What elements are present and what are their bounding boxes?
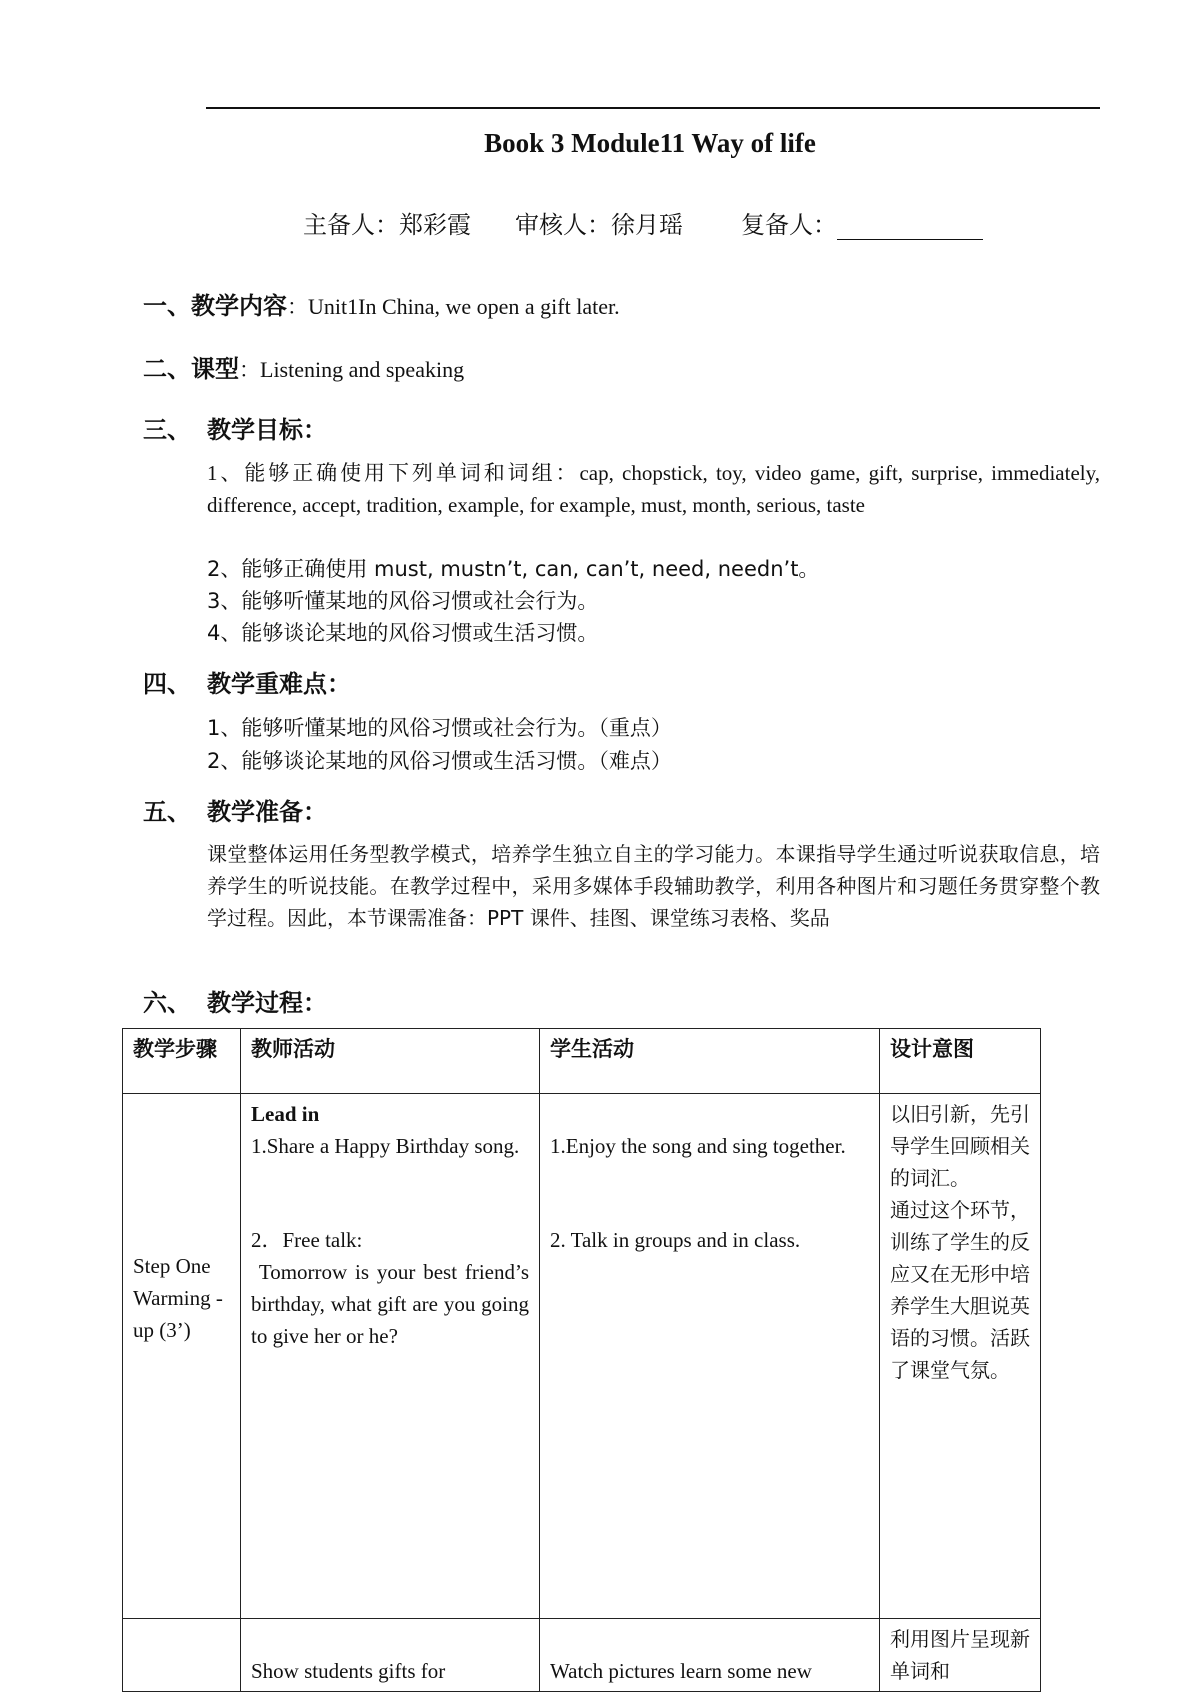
student-activity-cell: Watch pictures learn some new [540,1619,880,1692]
header-step: 教学步骤 [123,1029,241,1094]
student-activity-cell [540,1094,880,1619]
teacher-activity-cell [241,1094,540,1619]
section-lesson-type-text: Listening and speaking [260,357,465,382]
section-lesson-type-heading: 二、课型 [143,355,239,383]
objective-item: 3、能够听懂某地的风俗习惯或社会行为。 [207,589,599,613]
section-key-points-heading: 四、 教学重难点： [143,670,351,698]
section-process-heading: 六、 教学过程： [143,989,327,1017]
table-row [123,1619,1041,1692]
co-preparer-blank [837,215,983,240]
co-preparer-label: 复备人： [741,211,837,239]
objective-item: 4、能够谈论某地的风俗习惯或生活习惯。 [207,621,599,645]
section-lesson-type: 二、课型：Listening and speaking [143,355,465,383]
header-rule [206,107,1100,109]
header-student: 学生活动 [540,1029,880,1094]
purpose-cell [880,1094,1041,1619]
section-content-text: Unit1In China, we open a gift later. [308,294,620,319]
objective-item: 1、能够正确使用下列单词和词组：cap, chopstick, toy, video game, gift, surprise, immediately, difference, accept, tradition, example, for example, must, month, serious, taste [207,461,1100,517]
teacher-activity-cell: Show students gifts for [241,1619,540,1692]
step-cell: Step One Warming -up (3’) [123,1094,241,1619]
table-header-row [123,1029,1041,1094]
key-point-item: 1、能够听懂某地的风俗习惯或社会行为。（重点） [207,716,672,740]
teacher-activity-1: 1.Share a Happy Birthday song. [251,1134,520,1158]
section-content-heading: 一、教学内容 [143,292,287,320]
reviewer-name: 徐月瑶 [611,211,683,239]
student-activity-1: 1.Enjoy the song and sing together. [550,1134,846,1158]
lead-in-title: Lead in [251,1102,320,1126]
section-preparation-heading: 五、 教学准备： [143,798,327,826]
header-teacher: 教师活动 [241,1029,540,1094]
teaching-process-table [122,1028,1041,1692]
purpose-2: 通过这个环节，训练了学生的反应又在无形中培养学生大胆说英语的习惯。活跃了课堂气氛。 [890,1198,1030,1382]
preparer-name: 郑彩霞 [399,211,471,239]
key-point-item: 2、能够谈论某地的风俗习惯或生活习惯。（难点） [207,749,672,773]
section-content: 一、教学内容：Unit1In China, we open a gift later. [143,292,620,320]
section-objectives-heading: 三、 教学目标： [143,416,327,444]
teacher-activity-2: 2．Free talk: [251,1228,363,1252]
purpose-cell: 利用图片呈现新单词和 [880,1619,1041,1692]
student-activity-2: 2. Talk in groups and in class. [550,1228,801,1252]
credits-line [303,205,983,240]
preparation-text: 课堂整体运用任务型教学模式，培养学生独立自主的学习能力。本课指导学生通过听说获取信息，培养学生的听说技能。在教学过程中，采用多媒体手段辅助教学，利用各种图片和习题任务贯穿整个教学过程。因此，本节课需准备：PPT 课件、挂图、课堂练习表格、奖品 [207,842,1100,930]
table-row [123,1094,1041,1619]
teacher-activity-3: Tomorrow is your best friend’s birthday, what gift are you going to give her or he? [251,1260,535,1348]
reviewer-label: 审核人： [515,211,611,239]
objective-item: 2、能够正确使用 must, mustn’t, can, can’t, need, needn’t。 [207,557,820,581]
header-purpose: 设计意图 [880,1029,1041,1094]
document-title: Book 3 Module11 Way of life [484,128,816,158]
purpose-1: 以旧引新，先引导学生回顾相关的词汇。 [890,1102,1030,1190]
preparer-label: 主备人： [303,211,399,239]
step-cell [123,1619,241,1692]
